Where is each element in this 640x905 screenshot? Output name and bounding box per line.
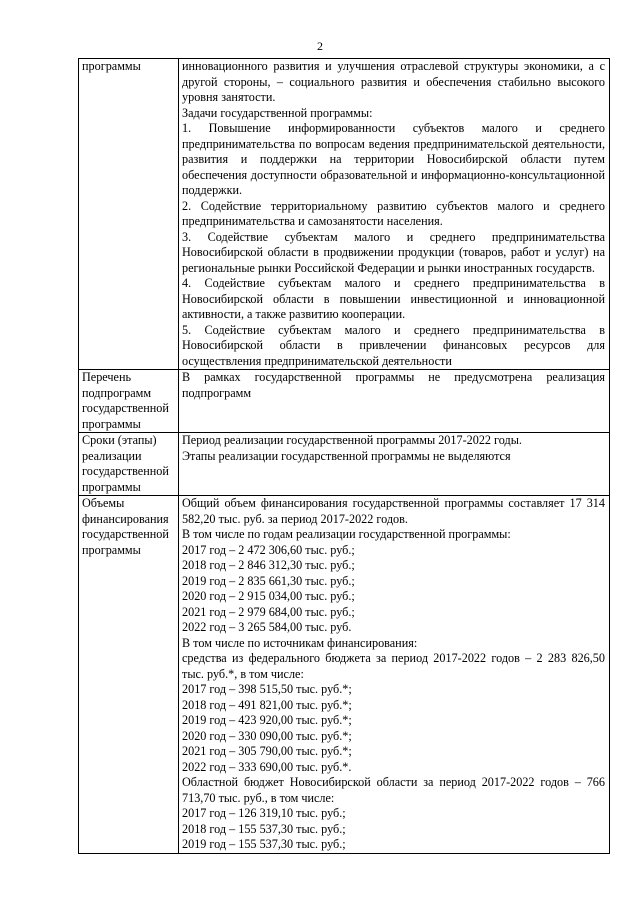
row-label: Сроки (этапы) реализации государственной программы	[79, 433, 179, 496]
paragraph: 2022 год – 333 690,00 тыс. руб.*.	[182, 759, 352, 774]
paragraph: средства из федерального бюджета за период 2017-2022 годов – 2 283 826,50 тыс. руб.*, в том числе:	[182, 651, 605, 681]
paragraph: Общий объем финансирования государственной программы составляет 17 314 582,20 тыс. руб. за период 2017-2022 годов.	[182, 496, 605, 526]
paragraph: 3. Содействие субъектам малого и среднего предпринимательства Новосибирской области в продвижении продукции (товаров, работ и услуг) на региональные рынки Российской Федерации и рынки иностранных государств.	[182, 229, 605, 275]
paragraph: 2018 год – 2 846 312,30 тыс. руб.;	[182, 558, 355, 572]
row-content	[179, 370, 610, 433]
paragraph: 2019 год – 423 920,00 тыс. руб.*;	[182, 713, 352, 727]
paragraph: Этапы реализации государственной программы не выделяются	[182, 448, 511, 463]
paragraph: 5. Содействие субъектам малого и среднего предпринимательства в Новосибирской области в привлечении финансовых ресурсов для осуществления предпринимательской деятельности	[182, 322, 605, 368]
paragraph: инновационного развития и улучшения отраслевой структуры экономики, а с другой стороны, – социального развития и обеспечения стабильно высокого уровня занятости.	[182, 59, 605, 104]
table-row-subprograms	[79, 370, 610, 433]
paragraph: 2017 год – 2 472 306,60 тыс. руб.;	[182, 542, 355, 557]
row-content	[179, 496, 610, 854]
paragraph: 2019 год – 2 835 661,30 тыс. руб.;	[182, 573, 355, 588]
row-label: Объемы финансирования государственной программы	[79, 496, 179, 854]
paragraph: 2017 год – 398 515,50 тыс. руб.*;	[182, 682, 352, 696]
paragraph: 2021 год – 305 790,00 тыс. руб.*;	[182, 744, 352, 758]
paragraph: Задачи государственной программы:	[182, 105, 373, 120]
table-row-financing	[79, 496, 610, 854]
paragraph: 2020 год – 2 915 034,00 тыс. руб.;	[182, 589, 355, 603]
paragraph: В том числе по источникам финансирования:	[182, 635, 418, 650]
paragraph: 4. Содействие субъектам малого и среднего предпринимательства в Новосибирской области в повышении инвестиционной и инновационной активности, а также развитию кооперации.	[182, 276, 605, 321]
row-content	[179, 59, 610, 370]
paragraph: 2021 год – 2 979 684,00 тыс. руб.;	[182, 604, 355, 619]
paragraph: Областной бюджет Новосибирской области за период 2017-2022 годов – 766 713,70 тыс. руб., в том числе:	[182, 775, 605, 805]
paragraph: 1. Повышение информированности субъектов малого и среднего предпринимательства по вопросам ведения предпринимательской деятельности, развития и поддержки на территории Новосибирской области путем обеспечения доступности образовательной и информационно-консультационной поддержки.	[182, 121, 605, 197]
paragraph: 2018 год – 155 537,30 тыс. руб.;	[182, 821, 346, 836]
paragraph: 2019 год – 155 537,30 тыс. руб.;	[182, 837, 346, 851]
table-row-timeframe	[79, 433, 610, 496]
row-content	[179, 433, 610, 496]
paragraph: В рамках государственной программы не предусмотрена реализация подпрограмм	[182, 370, 605, 400]
paragraph: 2018 год – 491 821,00 тыс. руб.*;	[182, 697, 352, 712]
paragraph: Период реализации государственной программы 2017-2022 годы.	[182, 433, 522, 447]
row-label: Перечень подпрограмм государственной программы	[79, 370, 179, 433]
row-label: программы	[79, 59, 179, 370]
paragraph: 2022 год – 3 265 584,00 тыс. руб.	[182, 620, 352, 634]
paragraph: 2020 год – 330 090,00 тыс. руб.*;	[182, 728, 352, 743]
program-passport-table	[78, 58, 610, 854]
table-row-goals-tasks	[79, 59, 610, 370]
page-number: 2	[317, 39, 323, 53]
paragraph: 2017 год – 126 319,10 тыс. руб.;	[182, 806, 346, 820]
paragraph: 2. Содействие территориальному развитию субъектов малого и среднего предпринимательства и самозанятости населения.	[182, 198, 605, 228]
paragraph: В том числе по годам реализации государственной программы:	[182, 527, 511, 541]
